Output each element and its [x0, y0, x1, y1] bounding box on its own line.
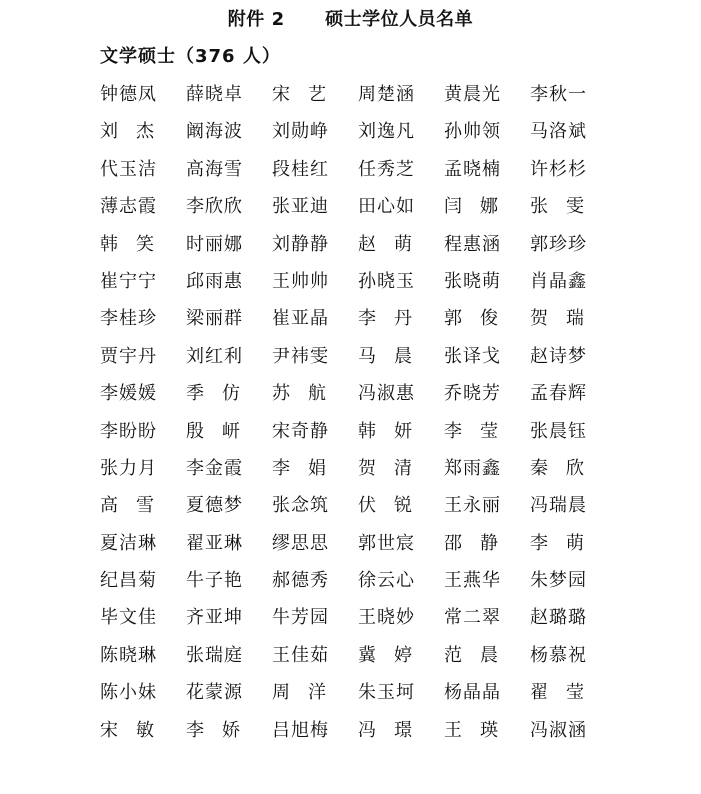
name-entry: 梁丽群	[186, 308, 243, 330]
name-entry: 崔宁宁	[100, 270, 157, 292]
name-entry: 冯 璟	[358, 719, 412, 741]
name-entry: 杨晶晶	[444, 682, 501, 704]
name-entry: 程惠涵	[444, 233, 501, 255]
name-entry: 王 瑛	[444, 719, 498, 741]
name-entry: 朱玉坷	[358, 682, 415, 704]
name-entry: 张念筑	[272, 495, 329, 517]
name-entry: 黄晨光	[444, 84, 501, 105]
name-entry: 纪昌菊	[100, 570, 157, 592]
name-entry: 任秀芝	[358, 158, 415, 180]
name-entry: 冯淑涵	[530, 719, 587, 741]
name-entry: 牛子艳	[186, 570, 243, 592]
name-entry: 花蒙源	[186, 682, 243, 704]
name-entry: 秦 欣	[530, 457, 584, 479]
name-entry: 时丽娜	[186, 233, 243, 255]
name-entry: 刘勋峥	[272, 121, 329, 143]
name-entry: 冀 婷	[358, 644, 412, 666]
name-entry: 夏洁琳	[100, 532, 157, 554]
name-entry: 马洛斌	[530, 121, 587, 143]
name-entry: 陈晓琳	[100, 644, 157, 666]
name-entry: 韩 妍	[358, 420, 412, 442]
name-entry: 高 雪	[100, 495, 154, 517]
name-entry: 吕旭梅	[272, 719, 329, 741]
name-entry: 赵 萌	[358, 233, 412, 255]
name-entry: 牛芳园	[272, 607, 329, 629]
name-entry: 朱梦园	[530, 570, 587, 592]
name-entry: 张译戈	[444, 345, 501, 367]
name-entry: 阚海波	[186, 121, 243, 143]
name-entry: 夏德梦	[186, 495, 243, 517]
name-entry: 苏 航	[272, 383, 326, 405]
name-entry: 孙晓玉	[358, 270, 415, 292]
name-entry: 代玉洁	[100, 158, 157, 180]
name-entry: 张力月	[100, 457, 157, 479]
name-entry: 李欣欣	[186, 196, 243, 218]
page-title: 附件 2 硕士学位人员名单	[227, 9, 474, 30]
name-entry: 邱雨惠	[186, 270, 243, 292]
name-entry: 刘逸凡	[358, 121, 415, 143]
name-entry: 缪思思	[272, 532, 329, 554]
name-entry: 冯淑惠	[358, 383, 415, 405]
name-entry: 田心如	[358, 196, 415, 218]
name-entry: 季 仿	[186, 383, 240, 405]
name-entry: 毕文佳	[100, 607, 157, 629]
name-entry: 周楚涵	[358, 84, 415, 105]
name-entry: 李 娟	[272, 457, 326, 479]
name-entry: 高海雪	[186, 158, 243, 180]
name-entry: 韩 笑	[100, 233, 154, 255]
name-entry: 段桂红	[272, 158, 329, 180]
name-entry: 尹祎雯	[272, 345, 329, 367]
name-entry: 贾宇丹	[100, 345, 157, 367]
name-entry: 王帅帅	[272, 270, 329, 292]
name-entry: 宋 敏	[100, 719, 154, 741]
name-entry: 孟春辉	[530, 383, 587, 405]
name-entry: 张 雯	[530, 196, 584, 218]
name-entry: 孙帅领	[444, 121, 501, 143]
name-entry: 陈小妹	[100, 682, 157, 704]
name-entry: 冯瑞晨	[530, 495, 587, 517]
name-entry: 张晓萌	[444, 270, 501, 292]
name-entry: 许杉杉	[530, 158, 587, 180]
name-entry: 徐云心	[358, 570, 415, 592]
name-entry: 孟晓楠	[444, 158, 501, 180]
name-entry: 乔晓芳	[444, 383, 501, 405]
name-entry: 张瑞庭	[186, 644, 243, 666]
name-entry: 郭 俊	[444, 308, 498, 330]
name-entry: 伏 锐	[358, 495, 412, 517]
name-entry: 宋奇静	[272, 420, 329, 442]
name-entry: 殷 岍	[186, 420, 240, 442]
name-entry: 贺 瑞	[530, 308, 584, 330]
name-entry: 齐亚坤	[186, 607, 243, 629]
name-entry: 薄志霞	[100, 196, 157, 218]
name-entry: 常二翠	[444, 607, 501, 629]
name-entry: 崔亚晶	[272, 308, 329, 330]
name-entry: 薛晓卓	[186, 84, 243, 105]
name-entry: 赵璐璐	[530, 607, 587, 629]
name-entry: 邵 静	[444, 532, 498, 554]
name-entry: 钟德凤	[100, 84, 157, 105]
name-entry: 贺 清	[358, 457, 412, 479]
name-entry: 刘 杰	[100, 121, 154, 143]
name-entry: 周 洋	[272, 682, 326, 704]
name-entry: 刘红利	[186, 345, 243, 367]
name-entry: 王佳茹	[272, 644, 329, 666]
name-entry: 张亚迪	[272, 196, 329, 218]
name-entry: 李 莹	[444, 420, 498, 442]
name-entry: 宋 艺	[272, 84, 326, 105]
name-entry: 李 丹	[358, 308, 412, 330]
name-entry: 李金霞	[186, 457, 243, 479]
name-entry: 王永丽	[444, 495, 501, 517]
name-entry: 王晓妙	[358, 607, 415, 629]
name-entry: 郝德秀	[272, 570, 329, 592]
name-entry: 翟 莹	[530, 682, 584, 704]
name-entry: 李盼盼	[100, 420, 157, 442]
name-entry: 李媛媛	[100, 383, 157, 405]
name-entry: 郑雨鑫	[444, 457, 501, 479]
name-entry: 赵诗梦	[530, 345, 587, 367]
name-entry: 刘静静	[272, 233, 329, 255]
name-entry: 李 娇	[186, 719, 240, 741]
name-entry: 马 晨	[358, 345, 412, 367]
name-entry: 范 晨	[444, 644, 498, 666]
name-entry: 王燕华	[444, 570, 501, 592]
name-entry: 翟亚琳	[186, 532, 243, 554]
name-entry: 闫 娜	[444, 196, 498, 218]
name-entry: 张晨钰	[530, 420, 587, 442]
name-entry: 李秋一	[530, 84, 587, 105]
name-entry: 郭珍珍	[530, 233, 587, 255]
name-entry: 肖晶鑫	[530, 270, 587, 292]
name-grid	[100, 80, 616, 753]
name-entry: 郭世宸	[358, 532, 415, 554]
name-entry: 杨慕祝	[530, 644, 587, 666]
name-entry: 李桂珍	[100, 308, 157, 330]
section-heading: 文学硕士（376 人）	[100, 46, 281, 67]
name-entry: 李 萌	[530, 532, 584, 554]
